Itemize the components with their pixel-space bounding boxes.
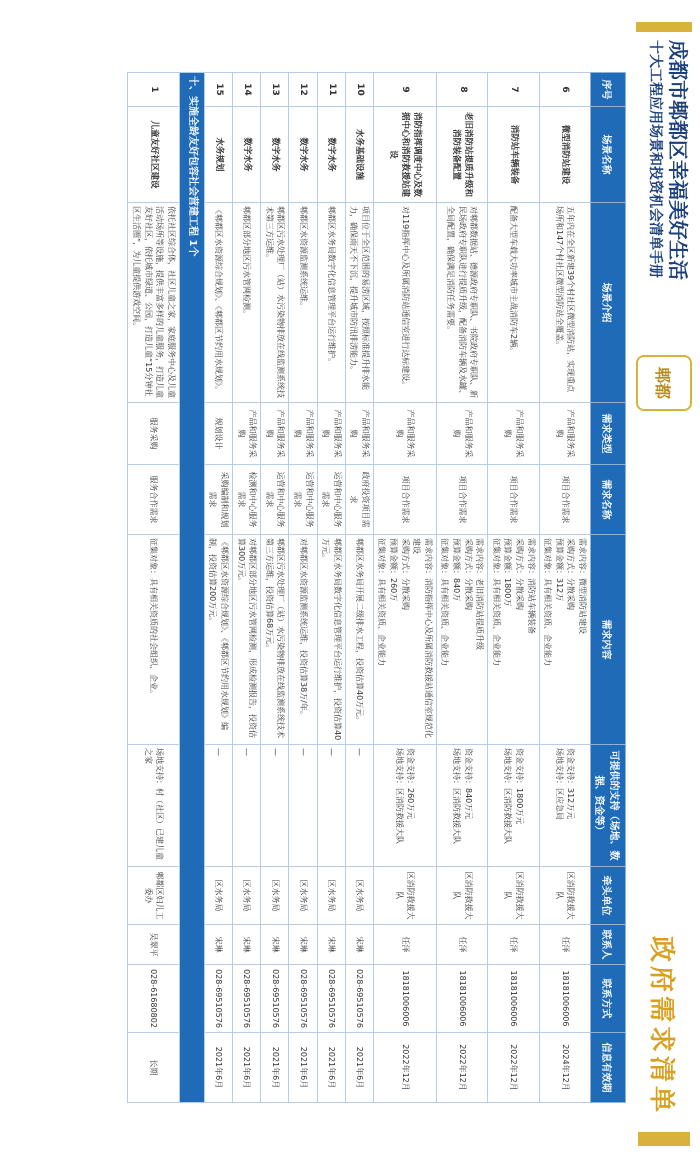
cell-contact: 任泽: [373, 925, 436, 965]
table-row: [317, 73, 345, 1103]
cell-intro: 郫都区水务局数字化信息管理平台运行维护。: [317, 203, 345, 403]
cell-content: 需求内容：老旧消防站提质升级 采购方式：分散采购 预算金额：840万 征集对象：具有相关资质、企业能力: [436, 535, 487, 745]
cell-req-name: 服务合作需求: [128, 465, 179, 535]
cell-lead: 区水务局: [232, 867, 260, 925]
table-row: [373, 73, 436, 1103]
column-header: 需求名称: [591, 465, 626, 535]
cell-phone: 18181006006: [488, 965, 539, 1033]
cell-support: 资金支持：1800万元 场地支持：区消防救援大队: [488, 745, 539, 867]
column-header: 需求内容: [591, 535, 626, 745]
table-row: [488, 73, 539, 1103]
cell-intro: 对119指挥中心及所属消防站通信室进行达标建设。: [373, 203, 436, 403]
cell-content: 需求内容：微型消防站建设 采购方式：分散采购 预算金额：312万 征集对象：具有相关资质、企业能力: [539, 535, 590, 745]
cell-req-name: 项目合作需求: [436, 465, 487, 535]
cell-phone: 18181006006: [436, 965, 487, 1033]
cell-no: 15: [204, 73, 232, 107]
cell-valid: 2021年6月: [261, 1033, 289, 1103]
cell-no: 11: [317, 73, 345, 107]
cell-no: 1: [128, 73, 179, 107]
cell-intro: 对郫都数据站、德源政府专职队、书院政府专职队、新民场政府专职队进行提质升级，配备消防车辆及水罐、全局配置，确保满足消防任务需要。: [436, 203, 487, 403]
cell-contact: 宋琳: [345, 925, 373, 965]
cell-name: 消防站车辆装备: [488, 107, 539, 203]
brand-logo: 郫都: [636, 355, 692, 411]
cell-no: 10: [345, 73, 373, 107]
cell-contact: 任泽: [488, 925, 539, 965]
cell-req-name: 运营和中心服务需求: [289, 465, 317, 535]
cell-lead: 区消防救援大队: [436, 867, 487, 925]
cell-content: 对郫都区水资源监测系统运维，投资估算38万/年。: [289, 535, 317, 745]
column-header: 牵头单位: [591, 867, 626, 925]
cell-content: 《郫都区水资源综合规划》、《郫都区节约用水规划》编制，投资估算200万元。: [204, 535, 232, 745]
cell-type: 产品和服务采购: [317, 403, 345, 465]
table-header-row: [591, 73, 626, 1103]
column-header: 序号: [591, 73, 626, 107]
cell-phone: 028-69510576: [232, 965, 260, 1033]
cell-valid: 2021年6月: [345, 1033, 373, 1103]
cell-lead: 区水务局: [317, 867, 345, 925]
cell-no: 6: [539, 73, 590, 107]
cell-phone: 028-69510576: [317, 965, 345, 1033]
cell-valid: 2021年6月: [204, 1033, 232, 1103]
cell-content: 郫都区水务局开展二级排水工程，投资估算40万元。: [345, 535, 373, 745]
cell-contact: 宋琳: [317, 925, 345, 965]
cell-req-name: 项目合作需求: [373, 465, 436, 535]
cell-intro: 项目位于全区范围的易涝区域，按照标准提升排水能力，确保雨天不下沉，提升城市防汛排涝能力。: [345, 203, 373, 403]
cell-support: —: [317, 745, 345, 867]
cell-type: 产品和服务采购: [289, 403, 317, 465]
cell-content: 需求内容：消防站车辆装备 采购方式：分散采购 预算金额：1800万 征集对象：具有相关资质、企业能力: [488, 535, 539, 745]
column-header: 场景介绍: [591, 203, 626, 403]
cell-content: 郫都区水务局数字化信息管理平台运行维护，投资估算40万元。: [317, 535, 345, 745]
table-row: [261, 73, 289, 1103]
cell-phone: 028-69510576: [204, 965, 232, 1033]
cell-phone: 028-69510576: [345, 965, 373, 1033]
cell-intro: 郫都区部分地区污水管网检测。: [232, 203, 260, 403]
cell-valid: 2022年12月: [373, 1033, 436, 1103]
cell-name: 数字水务: [232, 107, 260, 203]
cell-contact: 宋琳: [204, 925, 232, 965]
cell-name: 水务规划: [204, 107, 232, 203]
cell-support: —: [289, 745, 317, 867]
cell-lead: 区水务局: [289, 867, 317, 925]
cell-phone: 028-69510576: [261, 965, 289, 1033]
cell-req-name: 政府投资项目需求: [345, 465, 373, 535]
cell-name: 数字水务: [317, 107, 345, 203]
cell-valid: 2021年6月: [232, 1033, 260, 1103]
header-accent-bar-right: [638, 1132, 690, 1146]
table-row: [232, 73, 260, 1103]
cell-no: 14: [232, 73, 260, 107]
table-row: [539, 73, 590, 1103]
header-accent-bar: [636, 22, 692, 32]
cell-type: 产品和服务采购: [261, 403, 289, 465]
table-row: [128, 73, 179, 1103]
cell-content: 郫都区污水处理厂（站）水污染物排放在线监测系统技术第三方运维，投资估算68万元。: [261, 535, 289, 745]
cell-name: 数字水务: [289, 107, 317, 203]
cell-intro: 五年内在全区新建39个村社区微型消防站，实现重点场所和147个村社区微型消防站全覆盖。: [539, 203, 590, 403]
header-title: 成都市郫都区幸福美好生活: [666, 40, 690, 280]
cell-no: 13: [261, 73, 289, 107]
cell-intro: 郫都区污水处理厂（站）水污染物排放在线监测系统技术第三方运维。: [261, 203, 289, 403]
cell-support: —: [232, 745, 260, 867]
cell-valid: 2021年6月: [289, 1033, 317, 1103]
cell-lead: 区消防救援大队: [539, 867, 590, 925]
cell-phone: 028-69510576: [289, 965, 317, 1033]
cell-req-name: 运营和中心服务需求: [261, 465, 289, 535]
cell-intro: 配备大型车载大功率城市主战消防车2辆。: [488, 203, 539, 403]
cell-contact: 任泽: [436, 925, 487, 965]
cell-contact: 任泽: [539, 925, 590, 965]
cell-type: 服务采购: [128, 403, 179, 465]
cell-valid: 2021年6月: [317, 1033, 345, 1103]
cell-no: 8: [436, 73, 487, 107]
cell-support: —: [261, 745, 289, 867]
cell-valid: 2022年12月: [436, 1033, 487, 1103]
cell-contact: 宋琳: [289, 925, 317, 965]
cell-name: 老旧消防站提质升级和消防装备配置: [436, 107, 487, 203]
cell-type: 产品和服务采购: [488, 403, 539, 465]
cell-no: 9: [373, 73, 436, 107]
cell-valid: 长期: [128, 1033, 179, 1103]
cell-phone: 18181006006: [539, 965, 590, 1033]
cell-name: 水务基础设施: [345, 107, 373, 203]
cell-intro: 《郫都区水资源综合规划》、《郫都区节约用水规划》。: [204, 203, 232, 403]
header-subtitle: 十大工程应用场景和投资机会清单手册: [647, 40, 663, 278]
cell-support: —: [345, 745, 373, 867]
cell-type: 产品和服务采购: [436, 403, 487, 465]
cell-req-name: 检测和中心服务需求: [232, 465, 260, 535]
cell-type: 产品和服务采购: [373, 403, 436, 465]
cell-valid: 2022年12月: [488, 1033, 539, 1103]
table-row: [289, 73, 317, 1103]
cell-name: 消防指挥调度中心及数据中心和消防救援站建设: [373, 107, 436, 203]
cell-intro: 依托社区综合体，社区儿童之家，家庭服务中心及儿童活动场所等设施，提供丰富多样的儿童服务，打造儿童友好社区，依托城市绿道、公园，打造儿童“15分钟社区生活圈”，为儿童提供游戏空间。: [128, 203, 179, 403]
cell-contact: 吴翠平: [128, 925, 179, 965]
cell-name: 数字水务: [261, 107, 289, 203]
column-header: 联系人: [591, 925, 626, 965]
section-title: 政府需求清单: [646, 935, 676, 1116]
cell-lead: 区消防救援大队: [488, 867, 539, 925]
cell-req-name: 运营和中心服务需求: [317, 465, 345, 535]
cell-contact: 宋琳: [261, 925, 289, 965]
column-header: 联系方式: [591, 965, 626, 1033]
cell-no: 7: [488, 73, 539, 107]
cell-lead: 区水务局: [345, 867, 373, 925]
cell-valid: 2024年12月: [539, 1033, 590, 1103]
section-row: [179, 73, 204, 1103]
cell-name: 儿童友好社区建设: [128, 107, 179, 203]
section-heading: 十、实施全龄友好包容社会营建工程 1个: [179, 73, 204, 1103]
cell-phone: 028-61680802: [128, 965, 179, 1033]
cell-contact: 宋琳: [232, 925, 260, 965]
column-header: 信息有效期: [591, 1033, 626, 1103]
cell-type: 规划设计: [204, 403, 232, 465]
cell-content: 对郫都区部分地区污水管网检测，形成检测报告，投资估算300万元。: [232, 535, 260, 745]
cell-lead: 区水务局: [261, 867, 289, 925]
cell-support: —: [204, 745, 232, 867]
demand-table: [127, 72, 626, 1103]
cell-intro: 郫都区水资源监测系统运维。: [289, 203, 317, 403]
cell-lead: 区消防救援大队: [373, 867, 436, 925]
cell-support: 资金支持：260万元 场地支持：区消防救援大队: [373, 745, 436, 867]
column-header: 可提供的支持（场地、数据、资金等）: [591, 745, 626, 867]
cell-content: 需求内容：消防指挥中心及所属消防救援站通信室规范化建设 采购方式：分散采购 预算金额：260万 征集对象：具有相关资质、企业能力: [373, 535, 436, 745]
table-row: [204, 73, 232, 1103]
cell-lead: 郫都区妇儿工委办: [128, 867, 179, 925]
page-header: [630, 0, 700, 1160]
cell-content: 征集对象：具有相关资质的社会组织、企业。: [128, 535, 179, 745]
cell-support: 资金支持：840万元 场地支持：区消防救援大队: [436, 745, 487, 867]
column-header: 需求类型: [591, 403, 626, 465]
cell-req-name: 项目合作需求: [488, 465, 539, 535]
cell-type: 产品和服务采购: [345, 403, 373, 465]
table-row: [345, 73, 373, 1103]
cell-no: 12: [289, 73, 317, 107]
column-header: 场景名称: [591, 107, 626, 203]
cell-type: 产品和服务采购: [232, 403, 260, 465]
cell-support: 场地支持：村（社区）已建儿童之家: [128, 745, 179, 867]
table-row: [436, 73, 487, 1103]
cell-support: 资金支持：312万元 场地支持：区应急局: [539, 745, 590, 867]
cell-req-name: 采购编制和规划需求: [204, 465, 232, 535]
cell-phone: 18181006006: [373, 965, 436, 1033]
cell-lead: 区水务局: [204, 867, 232, 925]
cell-req-name: 项目合作需求: [539, 465, 590, 535]
cell-type: 产品和服务采购: [539, 403, 590, 465]
cell-name: 微型消防站建设: [539, 107, 590, 203]
